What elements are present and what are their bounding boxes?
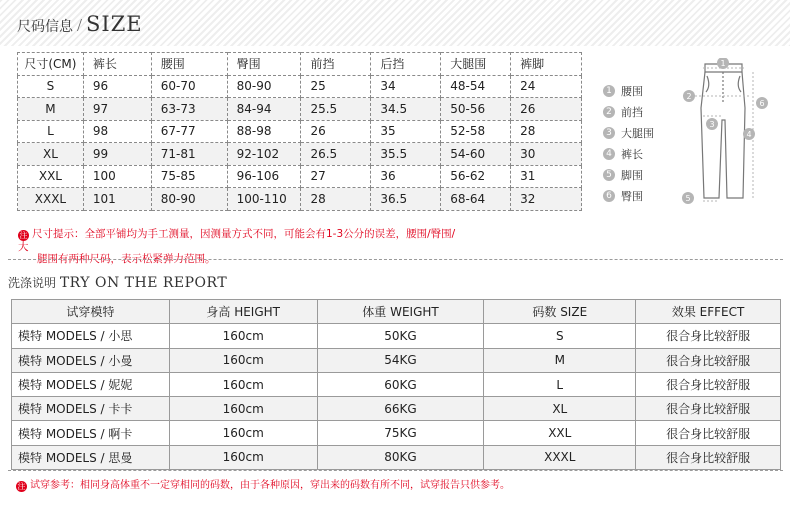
divider-top [8, 259, 783, 260]
size-table-cell: 28 [301, 188, 371, 211]
tryon-col-height: 身高 HEIGHT [169, 300, 317, 324]
tryon-table-row [12, 397, 781, 421]
marker-5: 5 [685, 194, 691, 203]
size-table-row [18, 120, 582, 143]
tryon-table-cell: S [484, 324, 636, 348]
pants-illustration [603, 58, 773, 213]
legend-label: 腰围 [621, 84, 643, 98]
size-col-leg-opening: 裤脚 [511, 53, 582, 76]
size-table-cell: 31 [511, 165, 582, 188]
marker-1: 1 [720, 59, 726, 68]
size-table-header-row [18, 53, 582, 76]
size-table-cell: 35 [371, 120, 441, 143]
size-col-size: 尺寸(CM) [18, 53, 84, 76]
page-title [17, 12, 143, 36]
title-slash: / [77, 15, 83, 35]
size-col-front-rise: 前挡 [301, 53, 371, 76]
size-col-waist: 腰围 [151, 53, 227, 76]
tryon-table-cell: 很合身比较舒服 [636, 421, 781, 445]
size-note-line1: 尺寸提示：全部平铺均为手工测量，因测量方式不同，可能会有1-3公分的误差，腰围/臀围/大 [18, 228, 456, 253]
size-table-cell: 27 [301, 165, 371, 188]
tryon-table-cell: 模特 MODELS / 卡卡 [12, 397, 170, 421]
tryon-table-cell: 很合身比较舒服 [636, 348, 781, 372]
tryon-table-cell: 模特 MODELS / 思曼 [12, 445, 170, 469]
tryon-col-size: 码数 SIZE [484, 300, 636, 324]
size-table-cell: 80-90 [151, 188, 227, 211]
tryon-table-cell: 75KG [317, 421, 484, 445]
size-table-cell: XXXL [18, 188, 84, 211]
note-icon: 注 [17, 482, 26, 491]
size-table-cell: 100 [83, 165, 151, 188]
size-table-cell: 25.5 [301, 98, 371, 121]
size-col-thigh: 大腿围 [441, 53, 511, 76]
tryon-table-cell: 模特 MODELS / 妮妮 [12, 372, 170, 396]
tryon-table-cell: XL [484, 397, 636, 421]
marker-6: 6 [759, 99, 765, 108]
legend-number: 6 [603, 190, 615, 202]
size-table-row [18, 75, 582, 98]
pants-outline [701, 72, 745, 198]
tryon-table-cell: 160cm [169, 324, 317, 348]
tryon-table-cell: 160cm [169, 397, 317, 421]
tryon-note-text: 试穿参考：相同身高体重不一定穿相同的码数，由于各种原因，穿出来的码数有所不同，试穿报告只供参考。 [30, 480, 510, 491]
size-table-cell: 30 [511, 143, 582, 166]
section-title-en: TRY ON THE REPORT [59, 275, 228, 291]
legend-number: 3 [603, 127, 615, 139]
tryon-table-cell: XXL [484, 421, 636, 445]
tryon-table-row [12, 348, 781, 372]
tryon-table-cell: 160cm [169, 445, 317, 469]
tryon-table-cell: 很合身比较舒服 [636, 324, 781, 348]
legend-label: 前挡 [621, 105, 643, 119]
legend-label: 脚围 [621, 168, 643, 182]
size-table-cell: 71-81 [151, 143, 227, 166]
tryon-table-cell: 模特 MODELS / 小曼 [12, 348, 170, 372]
tryon-table-cell: 66KG [317, 397, 484, 421]
size-table-cell: 97 [83, 98, 151, 121]
size-col-length: 裤长 [83, 53, 151, 76]
tryon-table-cell: 很合身比较舒服 [636, 445, 781, 469]
size-table-cell: XXL [18, 165, 84, 188]
note-icon: 注 [19, 231, 28, 240]
tryon-table-row [12, 372, 781, 396]
tryon-col-weight: 体重 WEIGHT [317, 300, 484, 324]
size-table-cell: 84-94 [227, 98, 301, 121]
legend-number: 1 [603, 85, 615, 97]
size-table-row [18, 188, 582, 211]
marker-3: 3 [709, 120, 715, 129]
size-table-cell: 88-98 [227, 120, 301, 143]
tryon-note [16, 476, 510, 492]
divider-bottom [8, 470, 783, 471]
size-table-cell: 99 [83, 143, 151, 166]
tryon-table-cell: M [484, 348, 636, 372]
size-table-cell: 56-62 [441, 165, 511, 188]
size-table-cell: L [18, 120, 84, 143]
tryon-table-cell: 模特 MODELS / 小思 [12, 324, 170, 348]
size-table-cell: 92-102 [227, 143, 301, 166]
size-table-cell: 60-70 [151, 75, 227, 98]
size-table-cell: 28 [511, 120, 582, 143]
tryon-table-cell: 很合身比较舒服 [636, 372, 781, 396]
tryon-table-cell: 160cm [169, 348, 317, 372]
tryon-table-cell: 50KG [317, 324, 484, 348]
size-table-cell: 35.5 [371, 143, 441, 166]
size-table-cell: 34.5 [371, 98, 441, 121]
section-title-cn: 洗涤说明 [8, 276, 57, 290]
tryon-table-cell: 80KG [317, 445, 484, 469]
size-table-cell: S [18, 75, 84, 98]
tryon-table-cell: 160cm [169, 372, 317, 396]
size-table-cell: 24 [511, 75, 582, 98]
marker-2: 2 [686, 92, 692, 101]
pants-diagram [603, 58, 773, 213]
size-table-cell: 26.5 [301, 143, 371, 166]
size-table-cell: 50-56 [441, 98, 511, 121]
size-table-cell: 25 [301, 75, 371, 98]
size-table-cell: 36.5 [371, 188, 441, 211]
size-table-cell: 63-73 [151, 98, 227, 121]
tryon-table-header-row [12, 300, 781, 324]
size-col-hip: 臀围 [227, 53, 301, 76]
legend-number: 2 [603, 106, 615, 118]
size-table-cell: 80-90 [227, 75, 301, 98]
tryon-table-row [12, 421, 781, 445]
size-table-cell: 75-85 [151, 165, 227, 188]
size-table-cell: 32 [511, 188, 582, 211]
size-table-cell: 52-58 [441, 120, 511, 143]
tryon-table-cell: L [484, 372, 636, 396]
size-table-cell: 96-106 [227, 165, 301, 188]
size-col-back-rise: 后挡 [371, 53, 441, 76]
size-table-cell: XL [18, 143, 84, 166]
legend-number: 4 [603, 148, 615, 160]
tryon-col-effect: 效果 EFFECT [636, 300, 781, 324]
legend-label: 大腿围 [621, 126, 654, 140]
size-table [17, 52, 582, 211]
size-table-cell: 101 [83, 188, 151, 211]
size-table-cell: 34 [371, 75, 441, 98]
size-table-row [18, 143, 582, 166]
section-title-tryon [8, 274, 227, 291]
legend-label: 裤长 [621, 147, 643, 161]
title-cn: 尺码信息 [17, 19, 73, 35]
size-note-line2: 腿围有两种尺码，表示松紧弹力范围。 [37, 253, 216, 265]
size-table-cell: 68-64 [441, 188, 511, 211]
size-table-cell: 26 [301, 120, 371, 143]
size-table-cell: 26 [511, 98, 582, 121]
tryon-col-model: 试穿模特 [12, 300, 170, 324]
size-table-cell: 96 [83, 75, 151, 98]
tryon-table [11, 299, 781, 470]
size-table-cell: 54-60 [441, 143, 511, 166]
size-table-cell: 67-77 [151, 120, 227, 143]
size-table-cell: 36 [371, 165, 441, 188]
title-en: SIZE [86, 12, 143, 36]
legend-number: 5 [603, 169, 615, 181]
tryon-table-cell: 160cm [169, 421, 317, 445]
size-table-cell: 48-54 [441, 75, 511, 98]
tryon-table-row [12, 324, 781, 348]
tryon-table-cell: 54KG [317, 348, 484, 372]
size-table-row [18, 98, 582, 121]
size-table-cell: 100-110 [227, 188, 301, 211]
tryon-table-cell: XXXL [484, 445, 636, 469]
size-table-row [18, 165, 582, 188]
tryon-table-row [12, 445, 781, 469]
size-table-cell: 98 [83, 120, 151, 143]
tryon-table-cell: 模特 MODELS / 啊卡 [12, 421, 170, 445]
tryon-table-cell: 60KG [317, 372, 484, 396]
tryon-table-cell: 很合身比较舒服 [636, 397, 781, 421]
legend-label: 臀围 [621, 189, 643, 203]
marker-4: 4 [746, 130, 752, 139]
size-table-cell: M [18, 98, 84, 121]
